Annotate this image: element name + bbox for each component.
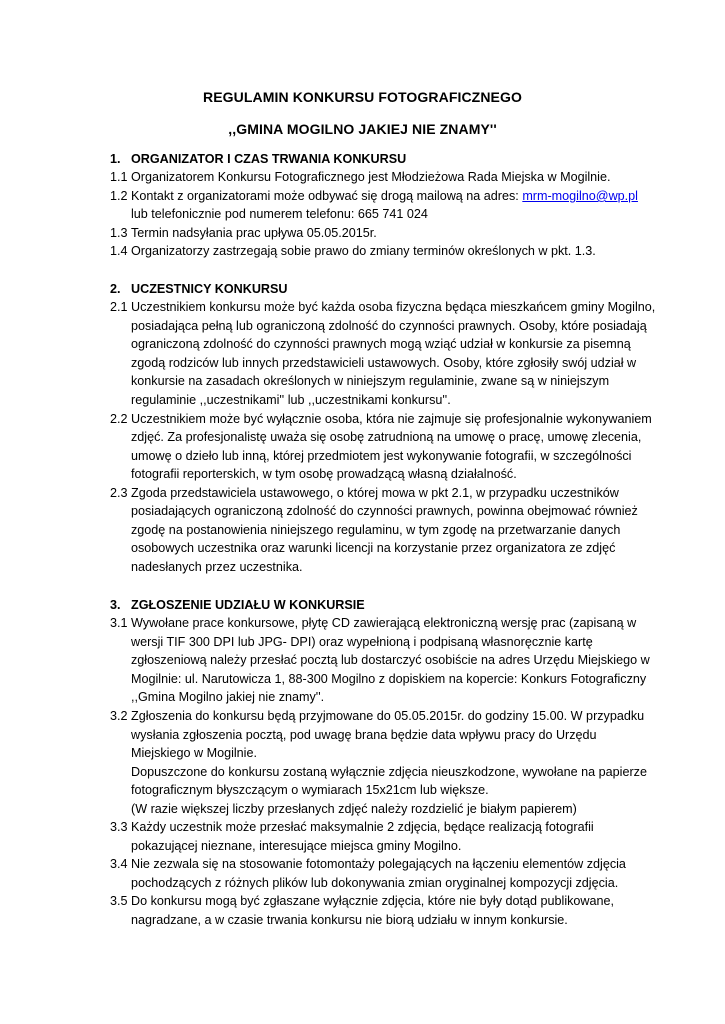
paragraph-number: 3.4 xyxy=(110,857,128,871)
paragraph-number: 1.4 xyxy=(110,244,128,258)
paragraph-text: Kontakt z organizatorami może odbywać się drogą mailową na adres: xyxy=(131,189,523,203)
email-link[interactable]: mrm-mogilno@wp.pl xyxy=(522,189,638,203)
paragraph-line: nagradzane, a w czasie trwania konkursu nie biorą udziału w innym konkursie. xyxy=(131,913,568,927)
section-number: 2. xyxy=(110,282,121,296)
paragraph-line: regulaminie ,,uczestnikami'' lub ,,uczestnikami konkursu''. xyxy=(131,393,451,407)
paragraph-line: Zgoda przedstawiciela ustawowego, o której mowa w pkt 2.1, w przypadku uczestników xyxy=(131,486,619,500)
document-subtitle: ,,GMINA MOGILNO JAKIEJ NIE ZNAMY'' xyxy=(228,121,497,137)
paragraph-line: Nie zezwala się na stosowanie fotomontaży polegających na łączeniu elementów zdjęcia xyxy=(131,857,626,871)
paragraph-number: 2.3 xyxy=(110,486,128,500)
paragraph-number: 1.1 xyxy=(110,170,128,184)
paragraph-line: Mogilnie: ul. Narutowicza 1, 88-300 Mogilno z dopiskiem na kopercie: Konkurs Fotograficzny xyxy=(131,672,647,686)
paragraph-number: 3.2 xyxy=(110,709,128,723)
paragraph-line: Organizatorem Konkursu Fotograficznego jest Młodzieżowa Rada Miejska w Mogilnie. xyxy=(131,170,611,184)
paragraph-number: 3.5 xyxy=(110,894,128,908)
section-heading: UCZESTNICY KONKURSU xyxy=(131,282,288,296)
paragraph-line: wysłania zgłoszenia pocztą, pod uwagę brana będzie data wpływu pracy do Urzędu xyxy=(131,728,597,742)
paragraph-line: zgodę na postanowienia niniejszego regulaminu, w tym zgodę na przetwarzanie danych xyxy=(131,523,621,537)
section-number: 1. xyxy=(110,152,121,166)
paragraph-number: 1.2 xyxy=(110,189,128,203)
paragraph-line: posiadających ograniczoną zdolność do czynności prawnych, powinna obejmować również xyxy=(131,504,638,518)
paragraph-line: zdjęć. Za profesjonalistę uważa się osobę zatrudnioną na umowę o pracę, umowę zlecenia, xyxy=(131,430,642,444)
paragraph-line: wersji TIF 300 DPI lub JPG- DPI) oraz wypełnioną i podpisaną własnoręcznie kartę xyxy=(131,635,593,649)
paragraph-line: Dopuszczone do konkursu zostaną wyłącznie zdjęcia nieuszkodzone, wywołane na papierze xyxy=(131,765,647,779)
paragraph-line: Miejskiego w Mogilnie. xyxy=(131,746,257,760)
section-heading: ORGANIZATOR I CZAS TRWANIA KONKURSU xyxy=(131,152,407,166)
paragraph-line: zgłoszeniową należy przesłać pocztą lub dostarczyć osobiście na adres Urzędu Miejskiego w xyxy=(131,653,650,667)
paragraph-line: zgodą rodziców lub innych przedstawicieli ustawowych. Osoby, które zgłosiły swój udział w xyxy=(131,356,637,370)
paragraph-line: umowę o dzieło lub inną, której przedmiotem jest wykonywanie fotografii, w szczególności xyxy=(131,449,632,463)
paragraph-number: 2.1 xyxy=(110,300,128,314)
paragraph-line: Organizatorzy zastrzegają sobie prawo do zmiany terminów określonych w pkt. 1.3. xyxy=(131,244,596,258)
paragraph-line: Każdy uczestnik może przesłać maksymalnie 2 zdjęcia, będące realizacją fotografii xyxy=(131,820,594,834)
paragraph-line: Uczestnikiem konkursu może być każda osoba fizyczna będąca mieszkańcem gminy Mogilno, xyxy=(131,300,656,314)
document-title: REGULAMIN KONKURSU FOTOGRAFICZNEGO xyxy=(203,89,522,105)
paragraph-line: Wywołane prace konkursowe, płytę CD zawierającą elektroniczną wersję prac (zapisaną w xyxy=(131,616,637,630)
section-heading: ZGŁOSZENIE UDZIAŁU W KONKURSIE xyxy=(131,598,365,612)
paragraph-line: fotograficznym błyszczącym o wymiarach 15x21cm lub większe. xyxy=(131,783,489,797)
paragraph-line: nadesłanych przez uczestnika. xyxy=(131,560,303,574)
paragraph-number: 1.3 xyxy=(110,226,128,240)
paragraph-line: pokazującej nieznane, interesujące miejsca gminy Mogilno. xyxy=(131,839,462,853)
paragraph-number: 3.1 xyxy=(110,616,128,630)
paragraph-line: konkursie na zasadach określonych w niniejszym regulaminie, zwane są w niniejszym xyxy=(131,374,610,388)
paragraph-line: Do konkursu mogą być zgłaszane wyłącznie zdjęcia, które nie były dotąd publikowane, xyxy=(131,894,615,908)
paragraph-line: ,,Gmina Mogilno jakiej nie znamy''. xyxy=(131,690,325,704)
paragraph-line: osobowych uczestnika oraz warunki licencji na korzystanie przez organizatora ze zdjęć xyxy=(131,541,616,555)
paragraph-line: posiadająca pełną lub ograniczoną zdolność do czynności prawnych. Osoby, które posiadają xyxy=(131,319,647,333)
paragraph-number: 3.3 xyxy=(110,820,128,834)
paragraph-line: Termin nadsyłania prac upływa 05.05.2015r. xyxy=(131,226,377,240)
paragraph-number: 2.2 xyxy=(110,412,128,426)
paragraph-line: ograniczoną zdolność do czynności prawnych mogą wziąć udział w konkursie za pisemną xyxy=(131,337,631,351)
paragraph-line: Zgłoszenia do konkursu będą przyjmowane do 05.05.2015r. do godziny 15.00. W przypadku xyxy=(131,709,645,723)
paragraph-line: lub telefonicznie pod numerem telefonu: 665 741 024 xyxy=(131,207,428,221)
paragraph-line xyxy=(131,187,638,205)
paragraph-line: fotografii reporterskich, w tym osobę prowadzącą własną działalność. xyxy=(131,467,517,481)
paragraph-line: pochodzących z różnych plików lub dokonywania zmian oryginalnej kompozycji zdjęcia. xyxy=(131,876,619,890)
paragraph-line: Uczestnikiem może być wyłącznie osoba, która nie zajmuje się profesjonalnie wykonywaniem xyxy=(131,412,652,426)
section-number: 3. xyxy=(110,598,121,612)
paragraph-line: (W razie większej liczby przesłanych zdjęć należy rozdzielić je białym papierem) xyxy=(131,802,577,816)
